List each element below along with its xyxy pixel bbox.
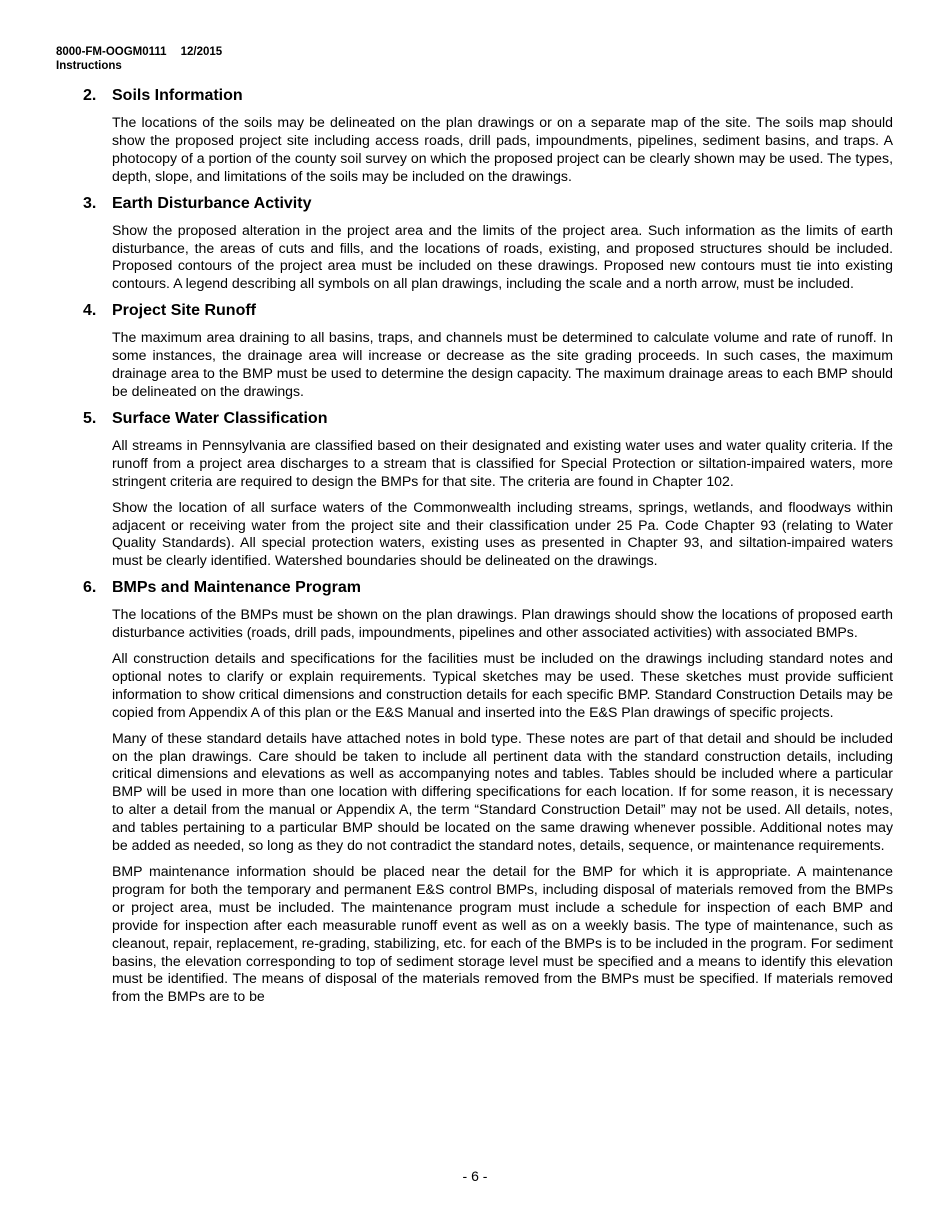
section-number: 5. xyxy=(83,409,97,427)
paragraph: Many of these standard details have attached notes in bold type. These notes are part of that detail and should be included on the plan drawings. Care should be taken to include all pertinent data with the standard construction details, including critical dimensions and elevations as well as accompanying notes and tables. Tables should be included where a particular BMP will be used in more than one location with differing specifications for each location. If for some reason, it is necessary to alter a detail from the manual or Appendix A, the term “Standard Construction Detail” may not be used. All details, notes, and tables pertaining to a particular BMP should be located on the same drawing whenever possible. Additional notes may be added as needed, so long as they do not contradict the standard notes, details, sequence, or maintenance requirements. xyxy=(112,729,893,854)
section-title: Earth Disturbance Activity xyxy=(112,194,312,212)
section-title: Project Site Runoff xyxy=(112,302,257,320)
section-bmps-and-maintenance-program xyxy=(83,578,893,1006)
section-surface-water-classification xyxy=(83,409,893,570)
section-heading xyxy=(83,194,893,214)
section-heading xyxy=(83,578,893,598)
section-earth-disturbance-activity xyxy=(83,194,893,294)
paragraph: The locations of the soils may be delineated on the plan drawings or on a separate map of the site. The soils map should show the proposed project site including access roads, drill pads, impoundments, pipelines, sediment basins, and traps. A photocopy of a portion of the county soil survey on which the proposed project can be clearly shown may be used. The types, depth, slope, and limitations of the soils may be included on the drawings. xyxy=(112,114,893,184)
section-number: 4. xyxy=(83,302,97,320)
section-heading xyxy=(83,409,893,429)
page-number: - 6 - xyxy=(462,1168,488,1184)
paragraph: Show the proposed alteration in the project area and the limits of the project area. Such information as the limits of earth disturbance, the areas of cuts and fills, and the locations of roads, existing, and proposed structures should be included. Proposed contours of the project area must be included on these drawings. Proposed new contours must tie into existing contours. A legend describing all symbols on all plan drawings, including the scale and a north arrow, must be included. xyxy=(112,221,893,292)
paragraph: All construction details and specifications for the facilities must be included on the drawings including standard notes and optional notes to clarify or explain requirements. Typical sketches may be used. These sketches must provide sufficient information to show critical dimensions and construction details for each specific BMP. Standard Construction Details may be copied from Appendix A of this plan or the E&S Manual and inserted into the E&S Plan drawings of specific projects. xyxy=(112,650,893,720)
form-code: 8000-FM-OOGM0111 xyxy=(56,46,167,58)
form-date: 12/2015 xyxy=(180,46,223,58)
paragraph: BMP maintenance information should be placed near the detail for the BMP for which it is appropriate. A maintenance program for both the temporary and permanent E&S control BMPs, including disposal of materials removed from the BMPs or project area, must be included. The maintenance program must include a schedule for inspection of each BMP and provide for inspection after each measurable runoff event as well as on a weekly basis. The type of maintenance, such as cleanout, repair, replacement, re-grading, stabilizing, etc. for each of the BMPs is to be included in the program. For sediment basins, the elevation corresponding to top of sediment storage level must be specified and a means to identify this elevation must be identified. The means of disposal of the materials removed from the BMPs must be specified. If materials removed from the BMPs are to be xyxy=(112,863,893,1005)
form-code-line xyxy=(56,45,222,59)
section-title: Soils Information xyxy=(112,87,243,104)
document-body xyxy=(83,86,893,1014)
paragraph: All streams in Pennsylvania are classified based on their designated and existing water uses and water quality criteria. If the runoff from a project area discharges to a stream that is classified for Special Protection or siltation-impaired waters, more stringent criteria are required to design the BMPs for that site. The criteria are found in Chapter 102. xyxy=(112,436,893,489)
section-title: Surface Water Classification xyxy=(112,409,328,427)
section-number: 6. xyxy=(83,579,97,597)
section-number: 2. xyxy=(83,87,97,104)
paragraph: Show the location of all surface waters of the Commonwealth including streams, springs, wetlands, and floodways within adjacent or receiving water from the project site and their classification under 25 Pa. Code Chapter 93 (relating to Water Quality Standards). All special protection waters, existing uses as presented in Chapter 93, and siltation-impaired waters must be clearly identified. Watershed boundaries should be delineated on the drawings. xyxy=(112,498,893,569)
paragraph: The maximum area draining to all basins, traps, and channels must be determined to calculate volume and rate of runoff. In some instances, the drainage area will increase or decrease as the site grading proceeds. In such cases, the maximum drainage area to the BMP must be used to determine the design capacity. The maximum drainage areas to each BMP should be delineated on the drawings. xyxy=(112,329,893,399)
paragraph: The locations of the BMPs must be shown on the plan drawings. Plan drawings should show the locations of proposed earth disturbance activities (roads, drill pads, impoundments, pipelines and other associated activities) with associated BMPs. xyxy=(112,606,893,641)
section-heading xyxy=(83,86,893,106)
document-header xyxy=(56,45,222,73)
section-project-site-runoff xyxy=(83,301,893,401)
section-number: 3. xyxy=(83,194,97,212)
section-heading xyxy=(83,301,893,321)
header-subtitle: Instructions xyxy=(56,60,122,72)
section-soils-information xyxy=(83,86,893,186)
section-title: BMPs and Maintenance Program xyxy=(112,579,361,597)
